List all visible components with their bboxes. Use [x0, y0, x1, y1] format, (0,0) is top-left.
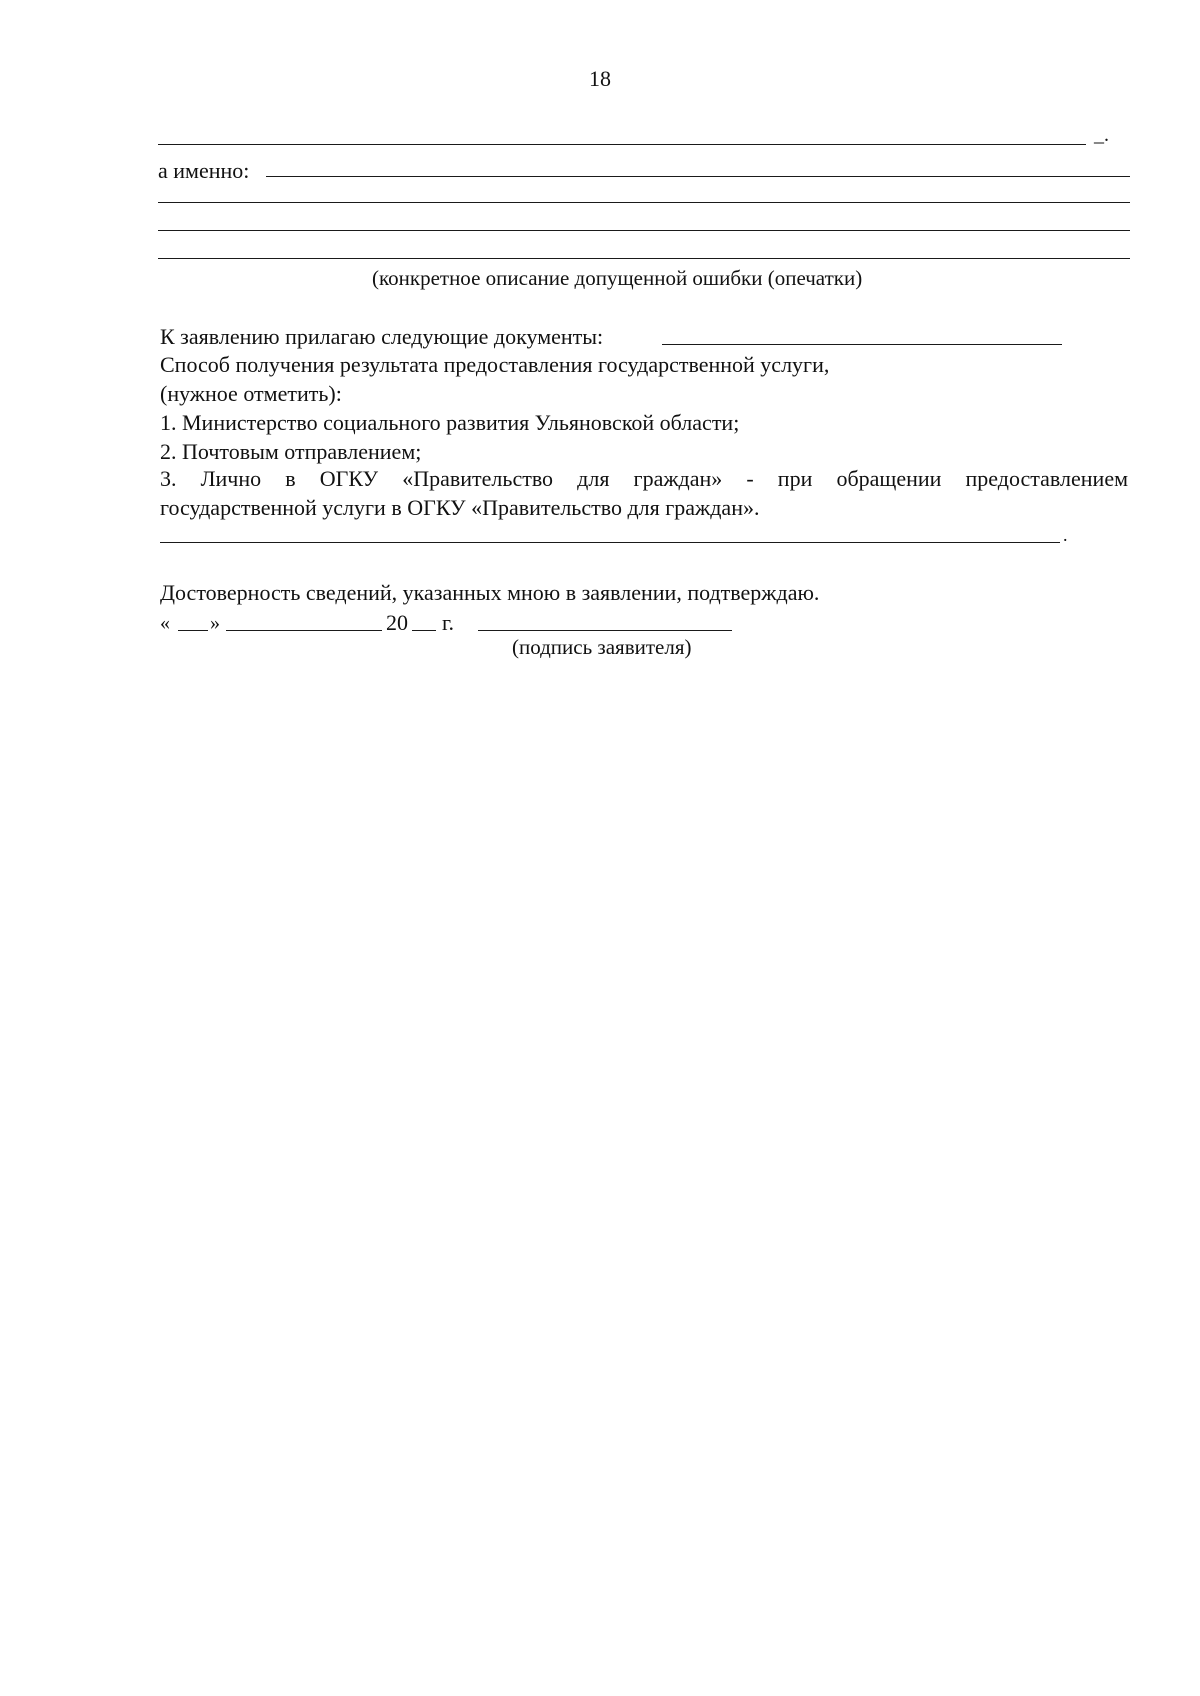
blank-line-namely[interactable]	[266, 176, 1130, 177]
error-description-caption: (конкретное описание допущенной ошибки (опечатки)	[372, 266, 863, 290]
blank-line-1	[158, 144, 1086, 145]
blank-line-4[interactable]	[158, 258, 1130, 259]
signature-field[interactable]	[478, 630, 732, 631]
attached-documents-label: К заявлению прилагаю следующие документы:	[160, 324, 604, 349]
blank-line-2[interactable]	[158, 202, 1130, 203]
page-number: 18	[589, 66, 611, 91]
blank-line-after-options[interactable]	[160, 542, 1060, 543]
trailing-mark: _.	[1094, 124, 1109, 146]
date-month-field[interactable]	[226, 630, 382, 631]
namely-label: а именно:	[158, 158, 250, 183]
date-day-field[interactable]	[178, 630, 208, 631]
confirmation-statement: Достоверность сведений, указанных мною в заявлении, подтверждаю.	[160, 580, 820, 605]
date-year-suffix: г.	[442, 610, 455, 635]
date-open-quote: «	[160, 612, 170, 634]
delivery-option-1[interactable]: 1. Министерство социального развития Ульяновской области;	[160, 410, 740, 435]
date-year-prefix: 20	[386, 610, 408, 635]
delivery-option-3[interactable]: 3. Лично в ОГКУ «Правительство для граждан» - при обращении предоставлением	[160, 466, 1128, 491]
signature-caption: (подпись заявителя)	[512, 635, 692, 659]
attached-documents-line[interactable]	[662, 344, 1062, 345]
date-year-field[interactable]	[412, 630, 436, 631]
delivery-option-2[interactable]: 2. Почтовым отправлением;	[160, 439, 422, 464]
after-line-mark: .	[1063, 525, 1068, 545]
date-close-quote: »	[210, 612, 220, 634]
delivery-method-heading: Способ получения результата предоставления государственной услуги,	[160, 352, 830, 377]
blank-line-3[interactable]	[158, 230, 1130, 231]
delivery-option-3-continuation: государственной услуги в ОГКУ «Правительство для граждан».	[160, 495, 760, 520]
delivery-note: (нужное отметить):	[160, 381, 342, 406]
